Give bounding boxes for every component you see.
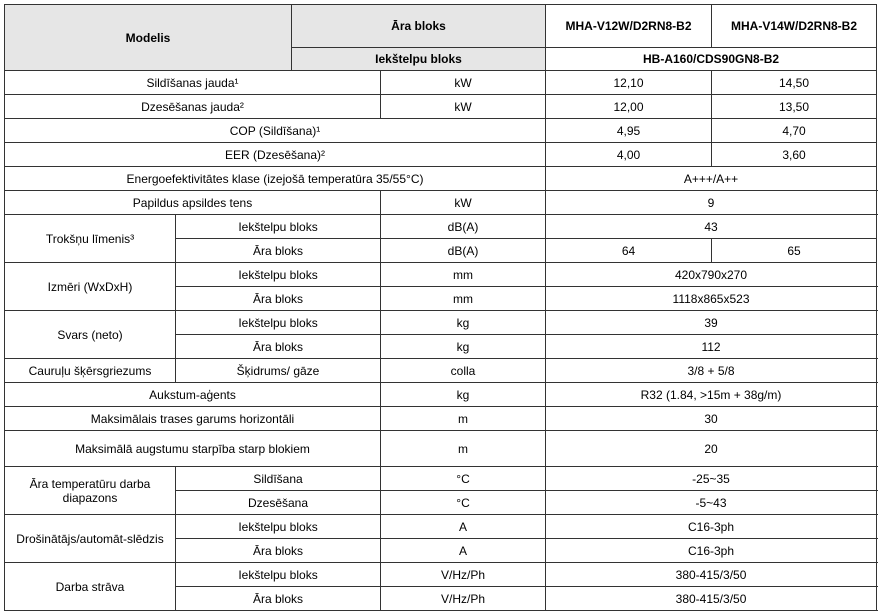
value: 3/8 + 5/8	[546, 359, 877, 383]
value-1: 4,95	[546, 119, 712, 143]
value: 1118x865x523	[546, 287, 877, 311]
unit: kg	[381, 335, 546, 359]
spec-table	[4, 4, 877, 611]
value: C16-3ph	[546, 539, 877, 563]
value: 30	[546, 407, 877, 431]
label: Maksimālais trases garums horizontāli	[5, 407, 381, 431]
row-cop	[5, 119, 877, 143]
sub-label: Āra bloks	[176, 287, 381, 311]
unit: colla	[381, 359, 546, 383]
row-temp-heating	[5, 467, 877, 491]
noise-label: Trokšņu līmenis³	[5, 215, 176, 263]
sub-label: Sildīšana	[176, 467, 381, 491]
row-pipe	[5, 359, 877, 383]
unit: m	[381, 431, 546, 467]
unit: mm	[381, 287, 546, 311]
value: 20	[546, 431, 877, 467]
label: Aukstum-aģents	[5, 383, 381, 407]
value: -25~35	[546, 467, 877, 491]
row-cooling-capacity	[5, 95, 877, 119]
sub-label: Āra bloks	[176, 335, 381, 359]
value: 112	[546, 335, 877, 359]
value-2: 65	[712, 239, 877, 263]
dimensions-label: Izmēri (WxDxH)	[5, 263, 176, 311]
sub-label: Iekštelpu bloks	[176, 263, 381, 287]
row-backup-heater	[5, 191, 877, 215]
row-weight-indoor	[5, 311, 877, 335]
header-outdoor-unit: Āra bloks	[292, 5, 546, 48]
row-current-indoor	[5, 563, 877, 587]
value-2: 3,60	[712, 143, 877, 167]
value-1: 64	[546, 239, 712, 263]
sub-label: Āra bloks	[176, 587, 381, 611]
value-1: 4,00	[546, 143, 712, 167]
label: Maksimālā augstumu starpība starp blokiem	[5, 431, 381, 467]
value-1: 12,00	[546, 95, 712, 119]
value: -5~43	[546, 491, 877, 515]
weight-label: Svars (neto)	[5, 311, 176, 359]
row-max-height	[5, 431, 877, 467]
label: Papildus apsildes tens	[5, 191, 381, 215]
model-1: MHA-V12W/D2RN8-B2	[546, 5, 712, 48]
value: A+++/A++	[546, 167, 877, 191]
row-noise-indoor	[5, 215, 877, 239]
unit: dB(A)	[381, 239, 546, 263]
value: 43	[546, 215, 877, 239]
unit: A	[381, 539, 546, 563]
row-eer	[5, 143, 877, 167]
fuse-label: Drošinātājs/automāt-slēdzis	[5, 515, 176, 563]
value: 9	[546, 191, 877, 215]
header-modelis: Modelis	[5, 5, 292, 71]
value: 380-415/3/50	[546, 587, 877, 611]
sub-label: Šķidrums/ gāze	[176, 359, 381, 383]
unit: dB(A)	[381, 215, 546, 239]
unit: m	[381, 407, 546, 431]
unit: V/Hz/Ph	[381, 563, 546, 587]
row-refrigerant	[5, 383, 877, 407]
value: R32 (1.84, >15m + 38g/m)	[546, 383, 877, 407]
value: 420x790x270	[546, 263, 877, 287]
label: Dzesēšanas jauda²	[5, 95, 381, 119]
value-2: 13,50	[712, 95, 877, 119]
unit: V/Hz/Ph	[381, 587, 546, 611]
sub-label: Dzesēšana	[176, 491, 381, 515]
label: Energoefektivitātes klase (izejošā temperatūra 35/55°C)	[5, 167, 546, 191]
current-label: Darba strāva	[5, 563, 176, 611]
sub-label: Āra bloks	[176, 539, 381, 563]
row-energy-class	[5, 167, 877, 191]
unit: kW	[381, 71, 546, 95]
indoor-model: HB-A160/CDS90GN8-B2	[546, 48, 877, 71]
label: Sildīšanas jauda¹	[5, 71, 381, 95]
unit: °C	[381, 467, 546, 491]
header-indoor-unit: Iekštelpu bloks	[292, 48, 546, 71]
unit: A	[381, 515, 546, 539]
row-fuse-indoor	[5, 515, 877, 539]
sub-label: Iekštelpu bloks	[176, 515, 381, 539]
model-2: MHA-V14W/D2RN8-B2	[712, 5, 877, 48]
value: 380-415/3/50	[546, 563, 877, 587]
sub-label: Āra bloks	[176, 239, 381, 263]
label: EER (Dzesēšana)²	[5, 143, 546, 167]
value-2: 4,70	[712, 119, 877, 143]
sub-label: Iekštelpu bloks	[176, 563, 381, 587]
unit: mm	[381, 263, 546, 287]
sub-label: Iekštelpu bloks	[176, 311, 381, 335]
value: C16-3ph	[546, 515, 877, 539]
sub-label: Iekštelpu bloks	[176, 215, 381, 239]
row-heating-capacity	[5, 71, 877, 95]
value-2: 14,50	[712, 71, 877, 95]
pipe-label: Cauruļu šķērsgriezums	[5, 359, 176, 383]
unit: kW	[381, 95, 546, 119]
unit: kW	[381, 191, 546, 215]
row-max-horizontal	[5, 407, 877, 431]
value: 39	[546, 311, 877, 335]
unit: °C	[381, 491, 546, 515]
value-1: 12,10	[546, 71, 712, 95]
row-dimensions-indoor	[5, 263, 877, 287]
temp-range-label: Āra temperatūru darba diapazons	[5, 467, 176, 515]
label: COP (Sildīšana)¹	[5, 119, 546, 143]
unit: kg	[381, 383, 546, 407]
unit: kg	[381, 311, 546, 335]
